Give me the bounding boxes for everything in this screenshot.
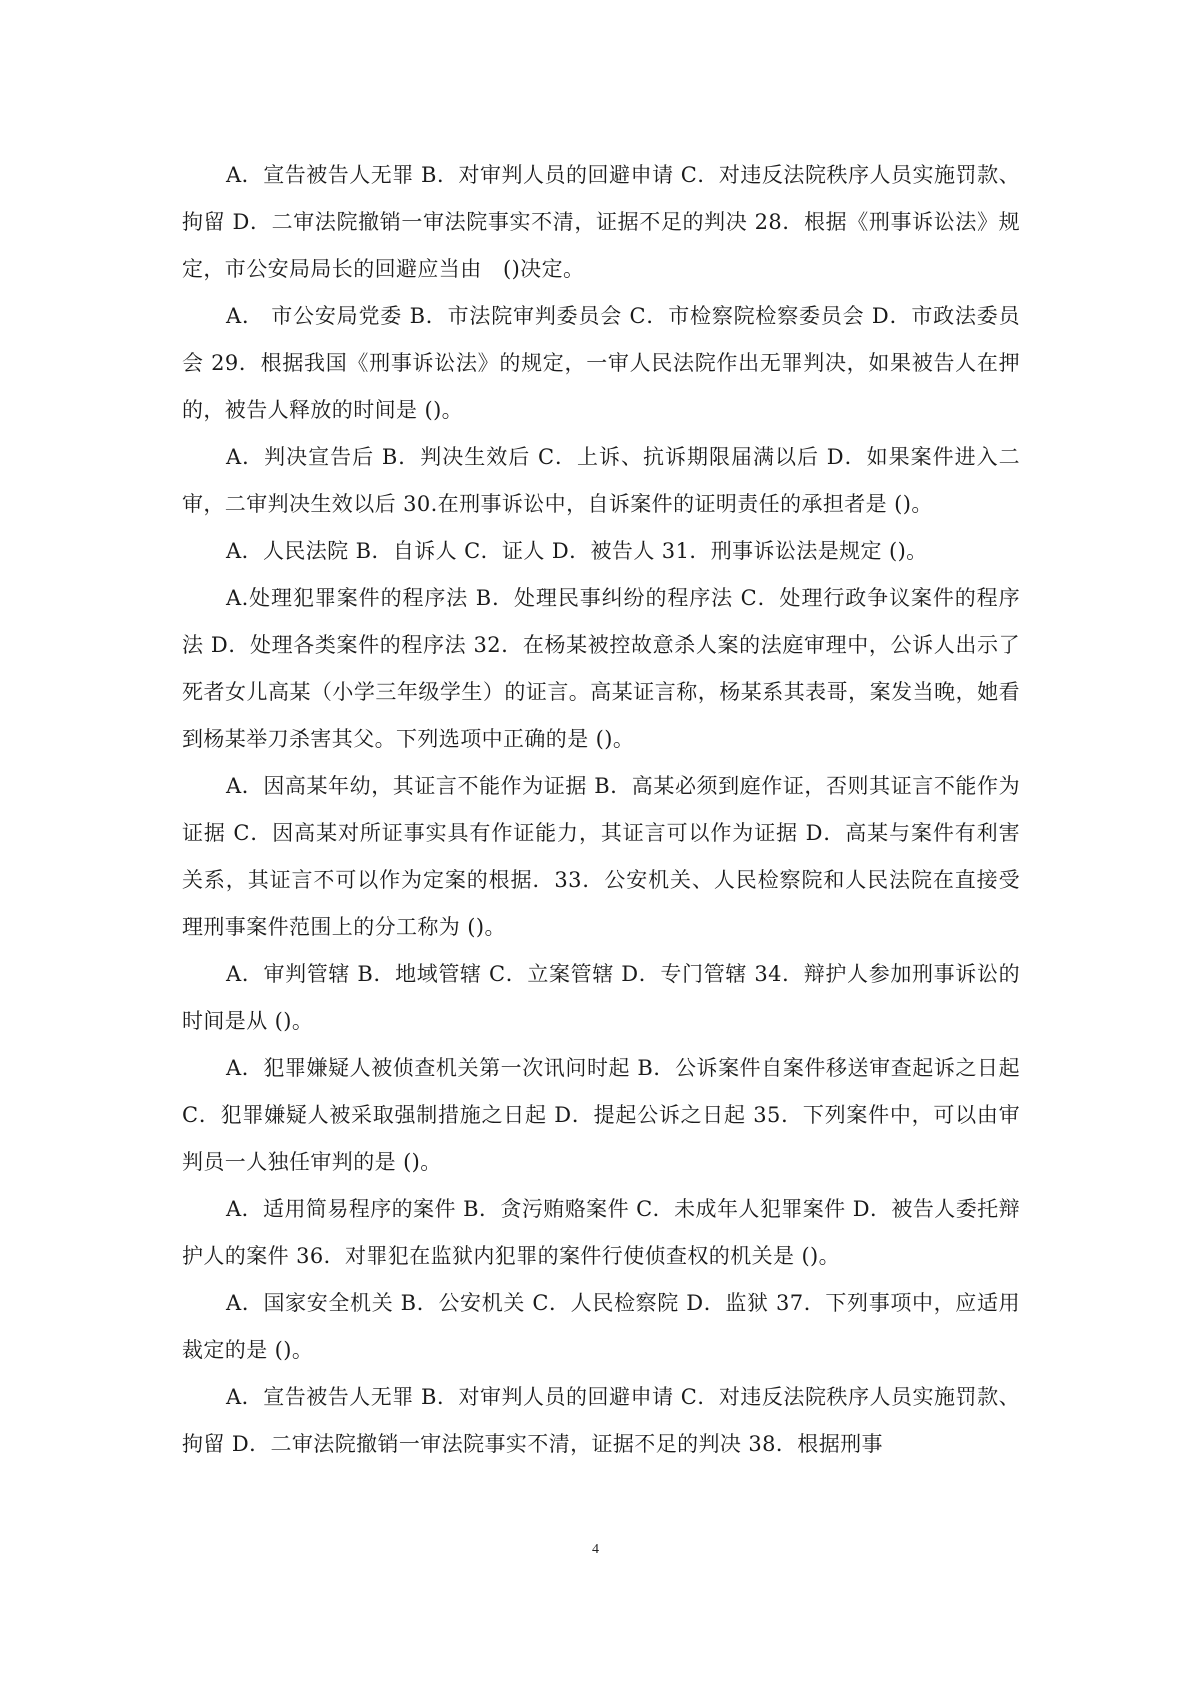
paragraph-q37-options: A．宣告被告人无罪 B．对审判人员的回避申请 C．对违反法院秩序人员实施罚款、拘留 D．二审法院撤销一审法院事实不清，证据不足的判决 38．根据刑事 (182, 1385, 1020, 1456)
document-body (182, 152, 1020, 1468)
page-number: 4 (592, 1542, 599, 1557)
paragraph-q29-options: A．判决宣告后 B．判决生效后 C．上诉、抗诉期限届满以后 D．如果案件进入二审，二审判决生效以后 30.在刑事诉讼中，自诉案件的证明责任的承担者是 ()。 (182, 445, 1020, 516)
paragraph-q27-options: A．宣告被告人无罪 B．对审判人员的回避申请 C．对违反法院秩序人员实施罚款、拘留 D．二审法院撤销一审法院事实不清，证据不足的判决 28．根据《刑事诉讼法》规定，市公安局局长的回避应当由 ()决定。 (182, 163, 1020, 281)
paragraph-q33-options: A．审判管辖 B．地域管辖 C．立案管辖 D．专门管辖 34．辩护人参加刑事诉讼的时间是从 ()。 (182, 962, 1020, 1033)
paragraph-q31-options: A.处理犯罪案件的程序法 B．处理民事纠纷的程序法 C．处理行政争议案件的程序法 D．处理各类案件的程序法 32．在杨某被控故意杀人案的法庭审理中，公诉人出示了死者女儿高某（小学三年级学生）的证言。高某证言称，杨某系其表哥，案发当晚，她看到杨某举刀杀害其父。下列选项中正确的是 ()。 (182, 586, 1020, 751)
paragraph-q30-options: A．人民法院 B．自诉人 C．证人 D．被告人 31．刑事诉讼法是规定 ()。 (226, 539, 928, 563)
paragraph-q34-options: A．犯罪嫌疑人被侦查机关第一次讯问时起 B．公诉案件自案件移送审查起诉之日起 C．犯罪嫌疑人被采取强制措施之日起 D．提起公诉之日起 35．下列案件中，可以由审判员一人独任审判的是 ()。 (182, 1056, 1020, 1174)
paragraph-q35-options: A．适用简易程序的案件 B．贪污贿赂案件 C．未成年人犯罪案件 D．被告人委托辩护人的案件 36．对罪犯在监狱内犯罪的案件行使侦查权的机关是 ()。 (182, 1197, 1020, 1268)
paragraph-q32-options: A．因高某年幼，其证言不能作为证据 B．高某必须到庭作证，否则其证言不能作为证据 C．因高某对所证事实具有作证能力，其证言可以作为证据 D．高某与案件有利害关系，其证言不可以作为定案的根据．33．公安机关、人民检察院和人民法院在直接受理刑事案件范围上的分工称为 ()。 (182, 774, 1020, 939)
paragraph-q28-options: A． 市公安局党委 B．市法院审判委员会 C．市检察院检察委员会 D．市政法委员会 29．根据我国《刑事诉讼法》的规定，一审人民法院作出无罪判决，如果被告人在押的，被告人释放的时间是 ()。 (182, 304, 1020, 422)
paragraph-q36-options: A．国家安全机关 B．公安机关 C．人民检察院 D．监狱 37．下列事项中，应适用裁定的是 ()。 (182, 1291, 1020, 1362)
